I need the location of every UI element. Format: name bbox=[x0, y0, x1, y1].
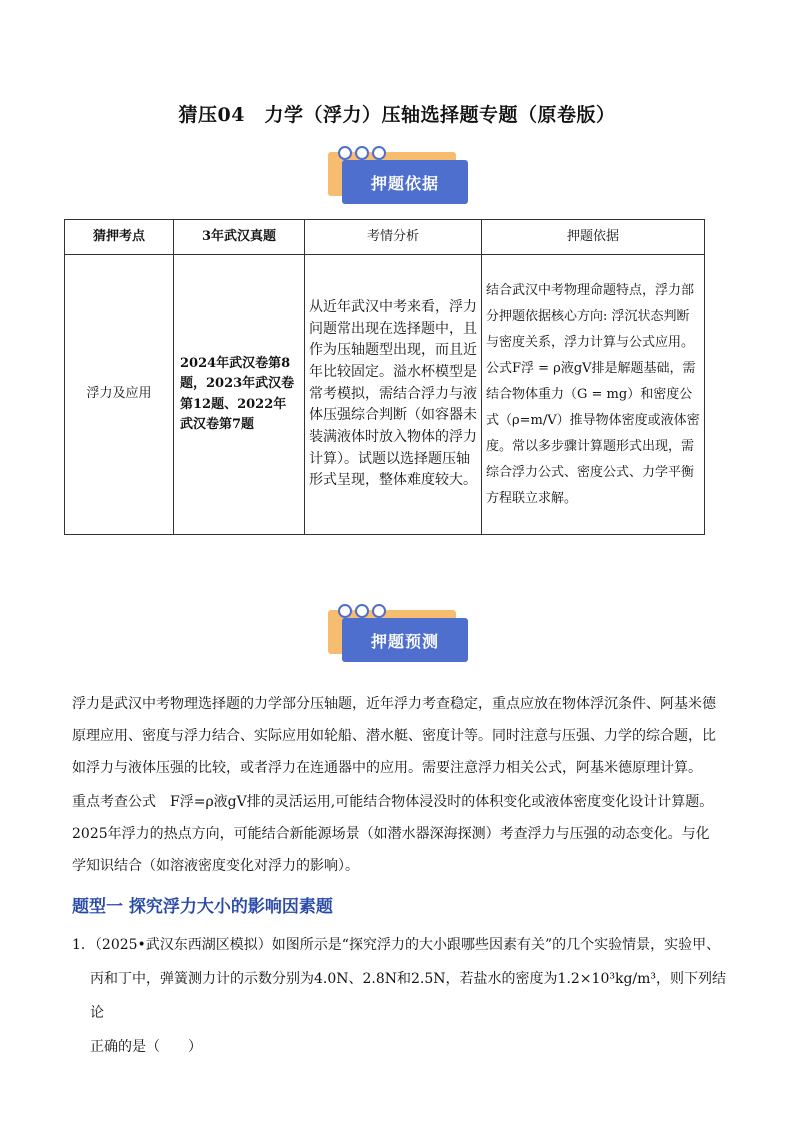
badge-basis bbox=[328, 146, 468, 210]
table-header-row bbox=[65, 220, 705, 255]
prediction-paragraph-2: 重点考查公式 F浮=ρ液gV排的灵活运用,可能结合物体浸没时的体积变化或液体密度变化设计计算题。2025年浮力的热点方向，可能结合新能源场景（如潜水器深海探测）考查浮力与压强的动态变化。与化学知识结合（如溶液密度变化对浮力的影响）。 bbox=[72, 794, 714, 874]
table-cell-basis: 结合武汉中考物理命题特点，浮力部分押题依据核心方向: 浮沉状态判断与密度关系，浮力计算与公式应用。公式F浮 = ρ液gV排是解题基础，需结合物体重力（G = mg）和密度公式（ρ=m/V）推导物体密度或液体密度。常以多步骤计算题形式出现，需综合浮力公式、密度公式、力学平衡方程联立求解。 bbox=[482, 255, 705, 535]
table-cell-topic: 浮力及应用 bbox=[65, 255, 174, 535]
table-header: 考情分析 bbox=[305, 220, 482, 255]
basis-table bbox=[64, 219, 705, 535]
table-cell-exams: 2024年武汉卷第8题，2023年武汉卷第12题、2022年武汉卷第7题 bbox=[174, 255, 305, 535]
table-header: 猜押考点 bbox=[65, 220, 174, 255]
question-1-line-3: 正确的是（ ） bbox=[90, 1039, 202, 1055]
table-row bbox=[65, 255, 705, 535]
badge-basis-label: 押题依据 bbox=[342, 160, 468, 204]
prediction-paragraph-1: 浮力是武汉中考物理选择题的力学部分压轴题，近年浮力考查稳定，重点应放在物体浮沉条件、阿基米德原理应用、密度与浮力结合、实际应用如轮船、潜水艇、密度计等。同时注意与压强、力学的综合题，比如浮力与液体压强的比较，或者浮力在连通器中的应用。需要注意浮力相关公式，阿基米德原理计算。 bbox=[72, 696, 716, 776]
binder-rings-icon bbox=[338, 146, 386, 160]
badge-prediction bbox=[328, 604, 468, 668]
badge-prediction-label: 押题预测 bbox=[342, 618, 468, 662]
section-heading: 题型一 探究浮力大小的影响因素题 bbox=[72, 897, 333, 917]
table-header: 押题依据 bbox=[482, 220, 705, 255]
question-1 bbox=[72, 928, 732, 1064]
question-1-line-2: 丙和丁中，弹簧测力计的示数分别为4.0N、2.8N和2.5N，若盐水的密度为1.2×10³kg/m³，则下列结论 bbox=[90, 971, 727, 1021]
table-cell-analysis: 从近年武汉中考来看，浮力问题常出现在选择题中，且作为压轴题型出现，而且近年比较固定。溢水杯模型是常考模拟，需结合浮力与液体压强综合判断（如容器未装满液体时放入物体的浮力计算）。试题以选择题压轴形式呈现，整体难度较大。 bbox=[305, 255, 482, 535]
question-1-line-1: 1．（2025•武汉东西湖区模拟）如图所示是“探究浮力的大小跟哪些因素有关”的几个实验情景，实验甲、 bbox=[72, 937, 721, 953]
table-header: 3年武汉真题 bbox=[174, 220, 305, 255]
page-title: 猜压04 力学（浮力）压轴选择题专题（原卷版） bbox=[178, 104, 616, 126]
binder-rings-icon bbox=[338, 604, 386, 618]
